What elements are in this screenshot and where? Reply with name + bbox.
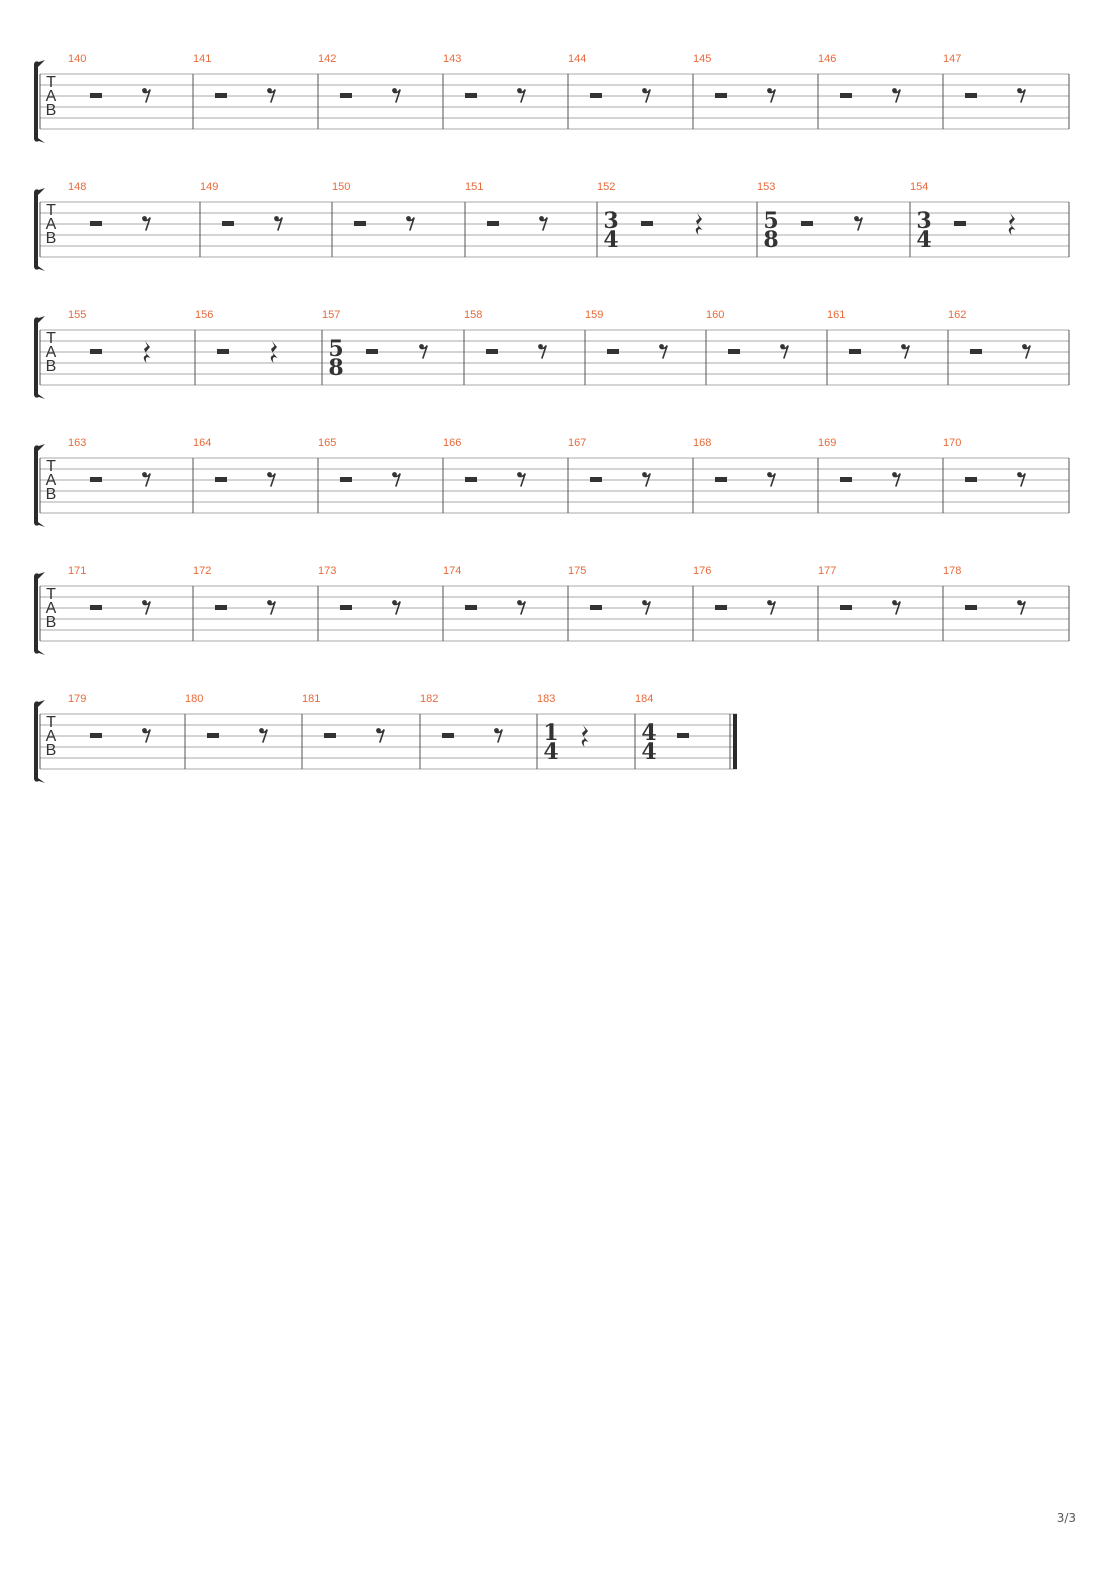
eighth-rest — [517, 88, 525, 102]
eighth-rest — [538, 344, 546, 358]
tab-clef-letter: T — [46, 330, 56, 347]
measure-number: 155 — [68, 309, 87, 321]
half-rest — [215, 605, 227, 610]
measure-number: 156 — [195, 309, 214, 321]
half-rest — [366, 349, 378, 354]
half-rest — [90, 605, 102, 610]
half-rest — [970, 349, 982, 354]
tab-clef-letter: B — [45, 102, 57, 119]
measure-number: 166 — [443, 437, 462, 449]
measure-number: 183 — [537, 693, 556, 705]
half-rest — [90, 221, 102, 226]
half-rest — [487, 221, 499, 226]
half-rest — [207, 733, 219, 738]
eighth-rest — [142, 472, 150, 486]
half-rest — [465, 477, 477, 482]
tab-clef-letter: B — [45, 230, 57, 247]
time-signature — [543, 720, 558, 765]
eighth-rest — [1017, 600, 1025, 614]
time-signature-denominator: 4 — [603, 227, 619, 253]
half-rest — [90, 93, 102, 98]
tab-clef-letter: A — [45, 472, 57, 489]
half-rest — [715, 477, 727, 482]
measure-number: 176 — [693, 565, 712, 577]
tab-clef-letter: B — [45, 614, 57, 631]
half-rest — [90, 733, 102, 738]
eighth-rest — [419, 344, 427, 358]
measure-number: 142 — [318, 53, 337, 65]
tab-clef-letter: T — [46, 586, 56, 603]
tab-clef-letter: A — [45, 344, 57, 361]
half-rest — [222, 221, 234, 226]
measure-number: 165 — [318, 437, 337, 449]
tab-clef-letter: T — [46, 202, 56, 219]
tab-clef — [46, 714, 57, 759]
time-signature-denominator: 4 — [916, 227, 932, 253]
half-rest — [840, 93, 852, 98]
tab-clef-letter: T — [46, 458, 56, 475]
time-signature-denominator: 8 — [328, 355, 344, 381]
final-barline-thick — [733, 714, 737, 769]
measure-number: 147 — [943, 53, 962, 65]
eighth-rest — [901, 344, 909, 358]
measure-number: 164 — [193, 437, 212, 449]
staff-system — [34, 437, 1069, 527]
time-signature-numerator: 4 — [641, 720, 657, 746]
measure-number: 184 — [635, 693, 654, 705]
eighth-rest — [406, 216, 414, 230]
tab-clef-letter: T — [46, 74, 56, 91]
measure-number: 180 — [185, 693, 204, 705]
eighth-rest — [892, 472, 900, 486]
eighth-rest — [142, 600, 150, 614]
measure-number: 177 — [818, 565, 837, 577]
half-rest — [215, 477, 227, 482]
eighth-rest — [494, 728, 502, 742]
eighth-rest — [892, 88, 900, 102]
time-signature-numerator: 5 — [328, 336, 344, 362]
measure-number: 171 — [68, 565, 87, 577]
measure-number: 153 — [757, 181, 776, 193]
time-signature-denominator: 4 — [543, 739, 559, 765]
eighth-rest — [642, 600, 650, 614]
eighth-rest — [259, 728, 267, 742]
measure-number: 154 — [910, 181, 929, 193]
measure-number: 168 — [693, 437, 712, 449]
half-rest — [641, 221, 653, 226]
eighth-rest — [780, 344, 788, 358]
tab-clef-letter: B — [45, 358, 57, 375]
time-signature-numerator: 3 — [916, 208, 932, 234]
time-signature-numerator: 1 — [543, 720, 559, 746]
eighth-rest — [854, 216, 862, 230]
page-number: 3/3 — [1056, 1511, 1076, 1525]
half-rest — [215, 93, 227, 98]
tab-clef — [46, 74, 57, 119]
measure-number: 181 — [302, 693, 321, 705]
measure-number: 182 — [420, 693, 439, 705]
time-signature-denominator: 4 — [641, 739, 657, 765]
eighth-rest — [539, 216, 547, 230]
eighth-rest — [376, 728, 384, 742]
eighth-rest — [392, 88, 400, 102]
eighth-rest — [142, 88, 150, 102]
measure-number: 163 — [68, 437, 87, 449]
half-rest — [486, 349, 498, 354]
measure-number: 145 — [693, 53, 712, 65]
measure-number: 160 — [706, 309, 725, 321]
eighth-rest — [517, 600, 525, 614]
staff-system — [34, 693, 737, 783]
time-signature — [763, 208, 778, 253]
half-rest — [840, 605, 852, 610]
half-rest — [90, 349, 102, 354]
half-rest — [590, 477, 602, 482]
half-rest — [442, 733, 454, 738]
staff-system — [34, 53, 1069, 143]
measure-number: 148 — [68, 181, 87, 193]
half-rest — [849, 349, 861, 354]
measure-number: 178 — [943, 565, 962, 577]
half-rest — [465, 605, 477, 610]
tab-clef-letter: A — [45, 600, 57, 617]
half-rest — [590, 605, 602, 610]
tab-clef — [46, 202, 57, 247]
measure-number: 157 — [322, 309, 341, 321]
tab-clef — [46, 330, 57, 375]
eighth-rest — [267, 88, 275, 102]
half-rest — [965, 477, 977, 482]
half-rest — [954, 221, 966, 226]
half-rest — [340, 477, 352, 482]
eighth-rest — [517, 472, 525, 486]
time-signature — [603, 208, 618, 253]
tab-clef-letter: B — [45, 742, 57, 759]
half-rest — [715, 93, 727, 98]
measure-number: 140 — [68, 53, 87, 65]
tab-clef-letter: B — [45, 486, 57, 503]
eighth-rest — [392, 600, 400, 614]
tab-clef — [46, 458, 57, 503]
half-rest — [217, 349, 229, 354]
measure-number: 150 — [332, 181, 351, 193]
half-rest — [607, 349, 619, 354]
eighth-rest — [642, 472, 650, 486]
measure-number: 170 — [943, 437, 962, 449]
tab-clef-letter: A — [45, 88, 57, 105]
measure-number: 146 — [818, 53, 837, 65]
half-rest — [840, 477, 852, 482]
half-rest — [340, 605, 352, 610]
eighth-rest — [767, 600, 775, 614]
half-rest — [465, 93, 477, 98]
time-signature — [641, 720, 656, 765]
half-rest — [677, 733, 689, 738]
half-rest — [354, 221, 366, 226]
measure-number: 169 — [818, 437, 837, 449]
half-rest — [728, 349, 740, 354]
eighth-rest — [267, 472, 275, 486]
time-signature-denominator: 8 — [763, 227, 779, 253]
measure-number: 159 — [585, 309, 604, 321]
time-signature-numerator: 5 — [763, 208, 779, 234]
measure-number: 175 — [568, 565, 587, 577]
staff-system — [34, 309, 1069, 399]
measure-number: 141 — [193, 53, 212, 65]
half-rest — [340, 93, 352, 98]
time-signature-numerator: 3 — [603, 208, 619, 234]
half-rest — [324, 733, 336, 738]
half-rest — [801, 221, 813, 226]
half-rest — [715, 605, 727, 610]
measure-number: 161 — [827, 309, 846, 321]
eighth-rest — [767, 472, 775, 486]
staff-system — [34, 181, 1069, 271]
eighth-rest — [767, 88, 775, 102]
tab-clef-letter: T — [46, 714, 56, 731]
staff-system — [34, 565, 1069, 655]
measure-number: 144 — [568, 53, 587, 65]
measure-number: 158 — [464, 309, 483, 321]
tab-clef-letter: A — [45, 216, 57, 233]
half-rest — [965, 93, 977, 98]
measure-number: 173 — [318, 565, 337, 577]
measure-number: 167 — [568, 437, 587, 449]
measure-number: 151 — [465, 181, 484, 193]
measure-number: 174 — [443, 565, 462, 577]
eighth-rest — [892, 600, 900, 614]
eighth-rest — [642, 88, 650, 102]
eighth-rest — [142, 728, 150, 742]
measure-number: 152 — [597, 181, 616, 193]
measure-number: 143 — [443, 53, 462, 65]
measure-number: 162 — [948, 309, 967, 321]
measure-number: 149 — [200, 181, 219, 193]
eighth-rest — [1022, 344, 1030, 358]
eighth-rest — [392, 472, 400, 486]
time-signature — [916, 208, 931, 253]
measure-number: 172 — [193, 565, 212, 577]
eighth-rest — [274, 216, 282, 230]
time-signature — [328, 336, 343, 381]
eighth-rest — [659, 344, 667, 358]
tab-clef-letter: A — [45, 728, 57, 745]
eighth-rest — [267, 600, 275, 614]
half-rest — [90, 477, 102, 482]
half-rest — [590, 93, 602, 98]
eighth-rest — [142, 216, 150, 230]
measure-number: 179 — [68, 693, 87, 705]
eighth-rest — [1017, 472, 1025, 486]
half-rest — [965, 605, 977, 610]
tab-clef — [46, 586, 57, 631]
eighth-rest — [1017, 88, 1025, 102]
